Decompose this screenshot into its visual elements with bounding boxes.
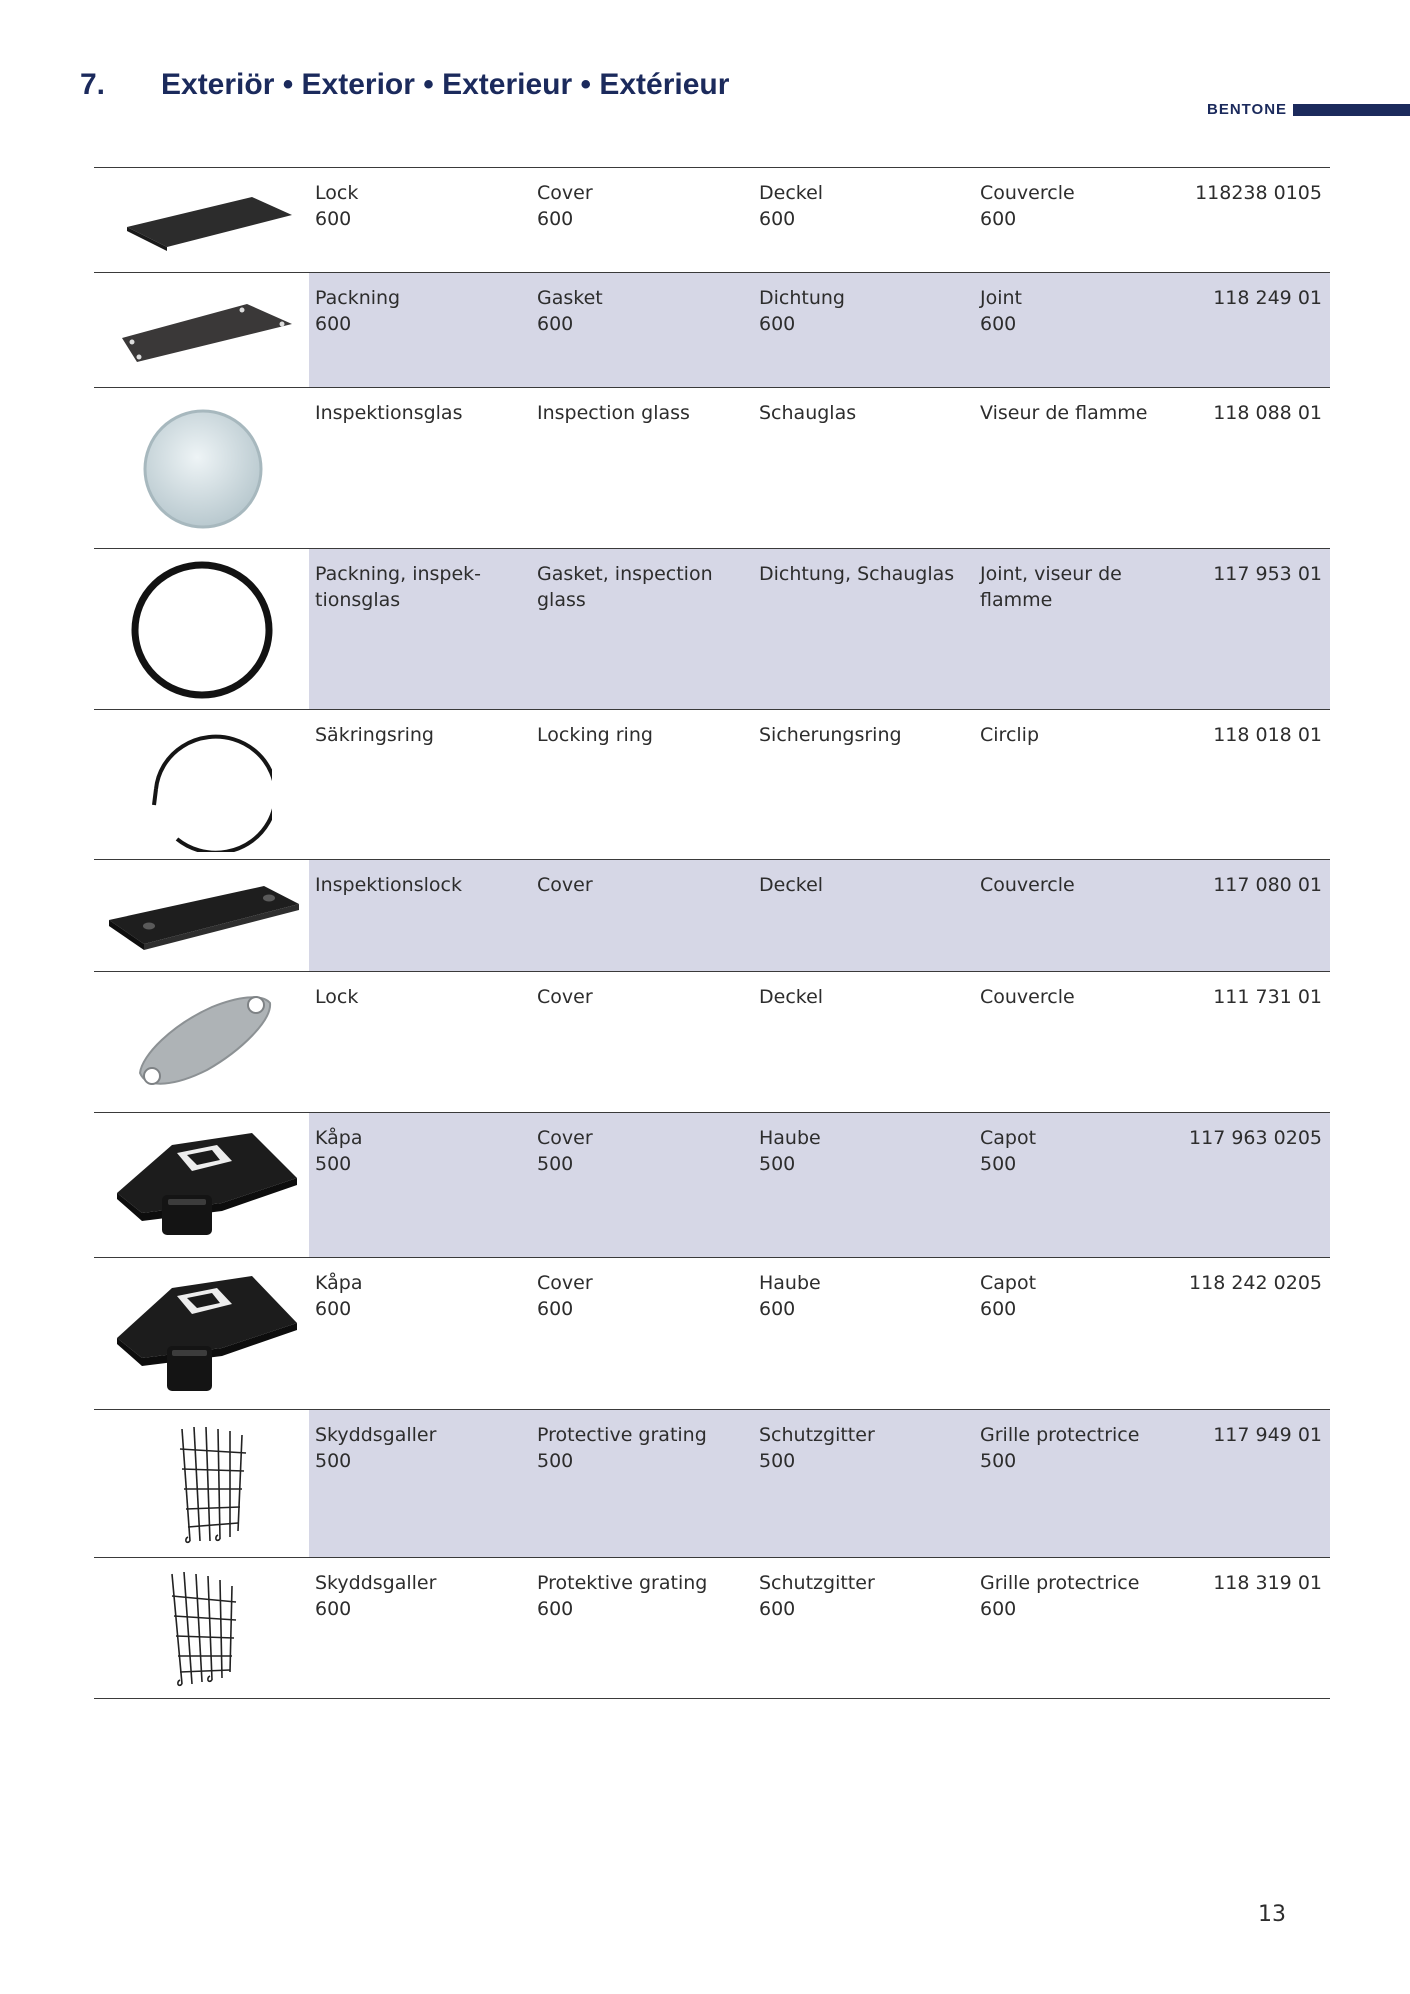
name-fr: Couvercle 600 bbox=[980, 182, 1075, 230]
name-sv: Packning 600 bbox=[315, 287, 401, 335]
hood-icon bbox=[94, 1258, 309, 1409]
hood-icon bbox=[94, 1113, 309, 1257]
table-row bbox=[94, 273, 1330, 388]
page-number: 13 bbox=[1258, 1902, 1286, 1927]
part-number: 117 963 0205 bbox=[1189, 1127, 1322, 1149]
name-fr: Grille protectrice 500 bbox=[980, 1424, 1140, 1472]
name-fr: Circlip bbox=[980, 724, 1040, 746]
name-de: Deckel bbox=[759, 986, 824, 1008]
part-number: 111 731 01 bbox=[1213, 986, 1322, 1008]
name-en: Inspection glass bbox=[537, 402, 690, 424]
name-de: Dichtung 600 bbox=[759, 287, 845, 335]
name-en: Cover 500 bbox=[537, 1127, 593, 1175]
table-row bbox=[94, 1113, 1330, 1258]
name-de: Schutzgitter 500 bbox=[759, 1424, 875, 1472]
name-de: Schauglas bbox=[759, 402, 857, 424]
name-sv: Skyddsgaller 500 bbox=[315, 1424, 437, 1472]
glass-disc-icon bbox=[94, 388, 309, 548]
name-en: Gasket 600 bbox=[537, 287, 603, 335]
table-row bbox=[94, 549, 1330, 710]
name-de: Schutzgitter 600 bbox=[759, 1572, 875, 1620]
grating-icon bbox=[94, 1410, 309, 1557]
table-row bbox=[94, 388, 1330, 549]
name-fr: Joint 600 bbox=[980, 287, 1022, 335]
table-row bbox=[94, 972, 1330, 1113]
part-number: 118238 0105 bbox=[1195, 182, 1322, 204]
table-row bbox=[94, 860, 1330, 972]
name-fr: Couvercle bbox=[980, 874, 1075, 896]
name-de: Dichtung, Schauglas bbox=[759, 563, 955, 585]
name-sv: Lock 600 bbox=[315, 182, 359, 230]
name-de: Haube 600 bbox=[759, 1272, 821, 1320]
name-fr: Viseur de flamme bbox=[980, 402, 1148, 424]
table-row bbox=[94, 168, 1330, 273]
part-number: 117 953 01 bbox=[1213, 563, 1322, 585]
name-fr: Couvercle bbox=[980, 986, 1075, 1008]
name-en: Locking ring bbox=[537, 724, 653, 746]
name-en: Cover 600 bbox=[537, 182, 593, 230]
section-number: 7. bbox=[80, 68, 106, 101]
circlip-icon bbox=[94, 710, 309, 859]
plate-icon bbox=[94, 168, 309, 272]
name-fr: Capot 500 bbox=[980, 1127, 1037, 1175]
name-sv: Lock bbox=[315, 986, 359, 1008]
name-fr: Joint, viseur de flamme bbox=[980, 563, 1122, 611]
table-row bbox=[94, 1558, 1330, 1699]
name-sv: Säkringsring bbox=[315, 724, 434, 746]
brand-name: BENTONE bbox=[1207, 101, 1288, 118]
name-en: Cover bbox=[537, 986, 593, 1008]
part-number: 118 088 01 bbox=[1213, 402, 1322, 424]
name-sv: Kåpa 600 bbox=[315, 1272, 363, 1320]
part-number: 117 949 01 bbox=[1213, 1424, 1322, 1446]
name-en: Cover 600 bbox=[537, 1272, 593, 1320]
brand-bar bbox=[1293, 104, 1410, 116]
black-cover-icon bbox=[94, 860, 309, 971]
name-en: Gasket, inspection glass bbox=[537, 563, 713, 611]
name-sv: Kåpa 500 bbox=[315, 1127, 363, 1175]
name-sv: Inspektionsglas bbox=[315, 402, 463, 424]
flange-plate-icon bbox=[94, 972, 309, 1112]
grating-icon bbox=[94, 1558, 309, 1698]
o-ring-icon bbox=[94, 549, 309, 709]
name-en: Protective grating 500 bbox=[537, 1424, 707, 1472]
parts-table bbox=[94, 167, 1330, 1699]
part-number: 118 018 01 bbox=[1213, 724, 1322, 746]
part-number: 118 319 01 bbox=[1213, 1572, 1322, 1594]
section-title: Exteriör • Exterior • Exterieur • Extérieur bbox=[161, 68, 730, 101]
name-de: Sicherungsring bbox=[759, 724, 902, 746]
part-number: 118 249 01 bbox=[1213, 287, 1322, 309]
name-en: Protektive grating 600 bbox=[537, 1572, 708, 1620]
brand-logo bbox=[1207, 100, 1410, 120]
name-sv: Skyddsgaller 600 bbox=[315, 1572, 437, 1620]
name-en: Cover bbox=[537, 874, 593, 896]
table-row bbox=[94, 1258, 1330, 1410]
name-de: Haube 500 bbox=[759, 1127, 821, 1175]
name-de: Deckel bbox=[759, 874, 824, 896]
gasket-icon bbox=[94, 273, 309, 387]
table-row bbox=[94, 710, 1330, 860]
name-fr: Capot 600 bbox=[980, 1272, 1037, 1320]
name-sv: Inspektionslock bbox=[315, 874, 462, 896]
name-fr: Grille protectrice 600 bbox=[980, 1572, 1140, 1620]
name-sv: Packning, inspek- tionsglas bbox=[315, 563, 482, 611]
table-row bbox=[94, 1410, 1330, 1558]
part-number: 117 080 01 bbox=[1213, 874, 1322, 896]
part-number: 118 242 0205 bbox=[1189, 1272, 1322, 1294]
name-de: Deckel 600 bbox=[759, 182, 824, 230]
